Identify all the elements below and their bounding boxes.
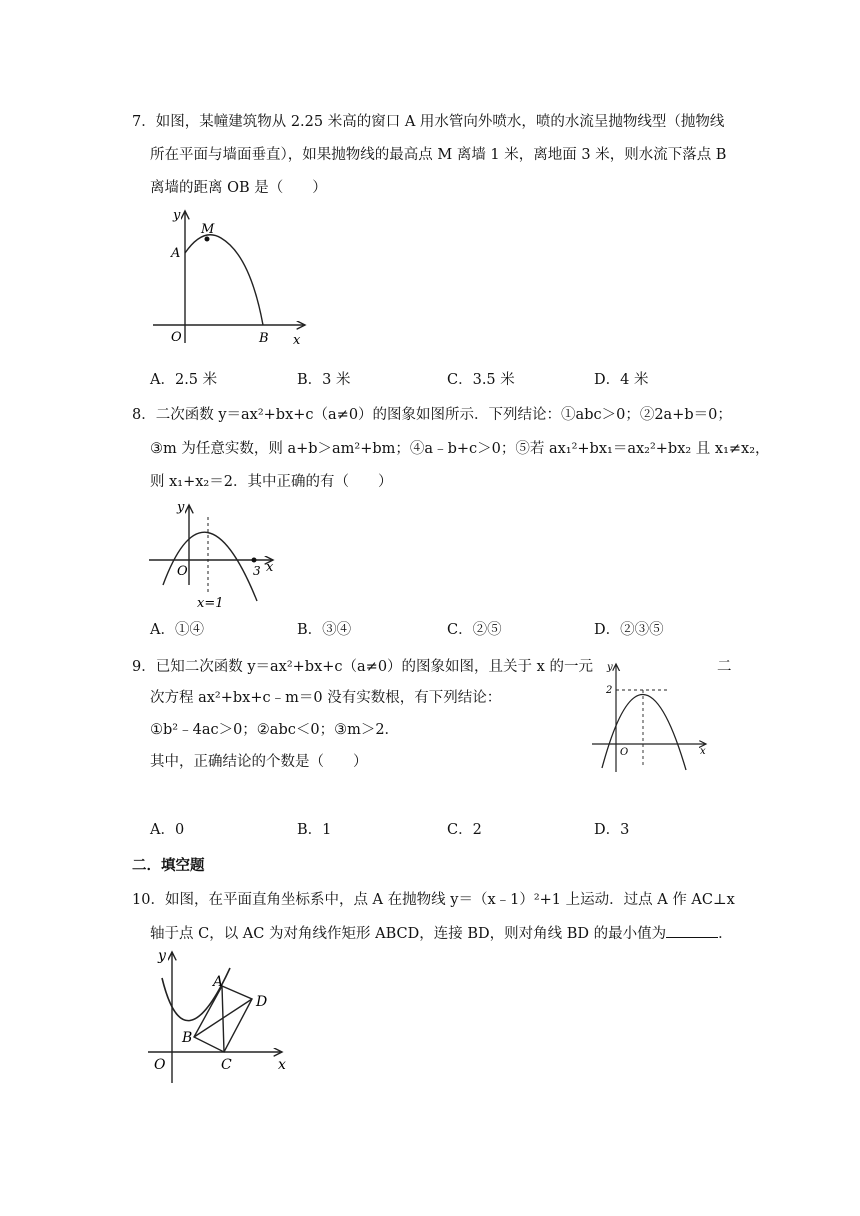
q10-figure — [140, 948, 290, 1088]
q10-label-x: x — [278, 1057, 286, 1073]
q10-text-line-1: 10．如图，在平面直角坐标系中，点 A 在抛物线 y＝（x﹣1）²+1 上运动．过点 A 作 AC⊥x — [132, 892, 735, 908]
q9-label-y: y — [607, 662, 613, 673]
q8-label-x: x — [266, 560, 274, 575]
q9-label-2: 2 — [606, 685, 613, 696]
q9-option-c[interactable]: C．2 — [447, 822, 482, 838]
q8-root-point — [252, 558, 257, 563]
q9-text-line-1-end: 二 — [717, 659, 732, 675]
q7-option-a[interactable]: A．2.5 米 — [150, 372, 218, 388]
q7-label-y: y — [173, 208, 181, 223]
q9-option-a[interactable]: A．0 — [150, 822, 185, 838]
q7-option-d[interactable]: D．4 米 — [594, 372, 649, 388]
q7-label-o: O — [171, 330, 182, 345]
q9-label-x: x — [700, 746, 706, 757]
q8-figure — [145, 497, 280, 611]
q9-parabola — [602, 694, 686, 770]
q7-point-m — [205, 237, 210, 242]
q9-text-line-3: ①b²﹣4ac＞0；②abc＜0；③m＞2． — [150, 722, 400, 738]
q7-label-b: B — [259, 331, 269, 346]
q8-option-b[interactable]: B．③④ — [297, 622, 352, 638]
q10-text-line-2-main: 轴于点 C，以 AC 为对角线作矩形 ABCD，连接 BD，则对角线 BD 的最小值为 — [150, 926, 667, 942]
q9-text-line-4: 其中，正确结论的个数是（ ） — [150, 754, 368, 770]
q10-text-line-2-end: ． — [718, 926, 733, 942]
q9-option-d[interactable]: D．3 — [594, 822, 630, 838]
q9-figure — [590, 660, 715, 780]
q9-text-line-1: 9．已知二次函数 y＝ax²+bx+c（a≠0）的图象如图，且关于 x 的一元 — [132, 659, 593, 675]
q9-label-o: O — [620, 747, 629, 758]
q8-label-y: y — [177, 500, 185, 515]
q9-option-b[interactable]: B．1 — [297, 822, 332, 838]
q8-option-a[interactable]: A．①④ — [150, 622, 204, 638]
q10-label-y: y — [158, 948, 166, 964]
q7-text-line-3: 离墙的距离 OB 是（ ） — [150, 180, 327, 196]
q8-option-c[interactable]: C．②⑤ — [447, 622, 502, 638]
q7-label-m: M — [201, 222, 215, 237]
q8-label-axis: x=1 — [197, 596, 224, 611]
q10-answer-blank[interactable] — [666, 923, 718, 938]
q7-option-b[interactable]: B．3 米 — [297, 372, 351, 388]
q7-option-c[interactable]: C．3.5 米 — [447, 372, 515, 388]
q7-parabola — [185, 235, 263, 325]
q8-label-o: O — [177, 564, 188, 579]
section-fill-in-title: 二．填空题 — [132, 857, 205, 874]
q10-label-o: O — [154, 1057, 166, 1073]
q9-text-line-2: 次方程 ax²+bx+c﹣m＝0 没有实数根，有下列结论： — [150, 690, 502, 706]
q10-label-a: A — [213, 974, 224, 990]
q8-label-3: 3 — [253, 564, 261, 578]
q10-label-b: B — [182, 1030, 193, 1046]
q8-text-line-3: 则 x₁+x₂＝2．其中正确的有（ ） — [150, 474, 393, 490]
q7-text-line-1: 7．如图，某幢建筑物从 2.25 米高的窗口 A 用水管向外喷水，喷的水流呈抛物线型（抛物线 — [132, 114, 725, 130]
q7-figure — [145, 205, 315, 350]
q7-text-line-2: 所在平面与墙面垂直），如果抛物线的最高点 M 离墙 1 米，离地面 3 米，则水流下落点 B — [150, 147, 727, 163]
q7-label-a: A — [171, 246, 181, 261]
q7-label-x: x — [293, 333, 301, 348]
q8-option-d[interactable]: D．②③⑤ — [594, 622, 664, 638]
q8-text-line-1: 8．二次函数 y＝ax²+bx+c（a≠0）的图象如图所示．下列结论：①abc＞0；②2a+b＝0； — [132, 407, 732, 423]
q10-label-c: C — [221, 1057, 232, 1073]
q10-text-line-2 — [150, 923, 733, 944]
q8-text-line-2: ③m 为任意实数，则 a+b＞am²+bm；④a﹣b+c＞0；⑤若 ax₁²+bx₁＝ax₂²+bx₂ 且 x₁≠x₂， — [150, 441, 770, 457]
q10-label-d: D — [256, 994, 268, 1010]
